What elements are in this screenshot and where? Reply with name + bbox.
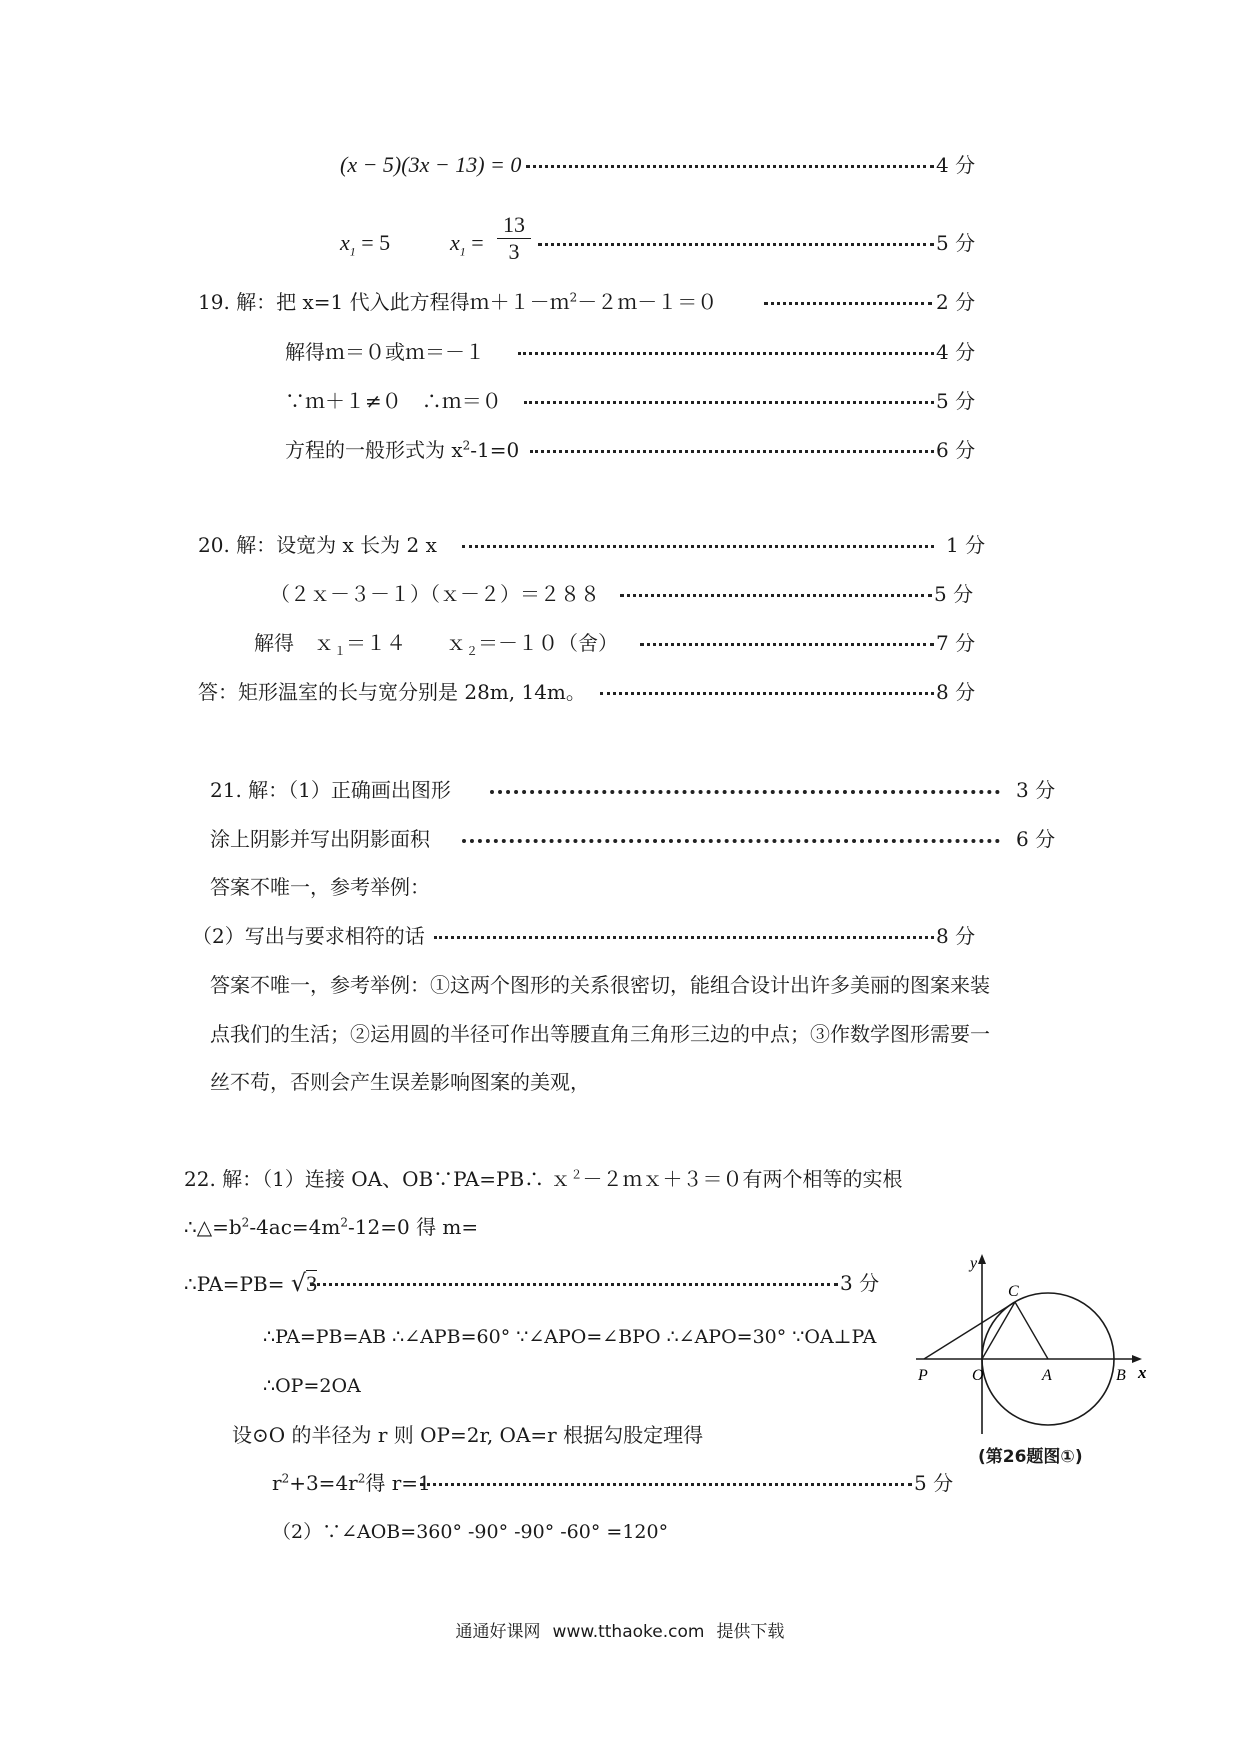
figure-caption: (第26题图①): [978, 1447, 1083, 1467]
label-x: x: [1138, 1363, 1147, 1382]
q21-example-2: 点我们的生活；②运用圆的半径可作出等腰直角三角形三边的中点；③作数学图形需要一: [210, 1022, 990, 1046]
dot-leader: [490, 790, 1000, 794]
root-x1-a: $x_1 = 5$: [340, 230, 391, 259]
q20-answer: 答：矩形温室的长与宽分别是 28m, 14m。: [198, 680, 586, 704]
dot-leader: [434, 936, 934, 939]
dot-leader: [620, 594, 932, 597]
dot-leader: [420, 1483, 912, 1486]
q21-example-3: 丝不苟，否则会产生误差影响图案的美观，: [210, 1070, 590, 1094]
q22-step-b: $\therefore\triangle=b^2-4ac=4m^2-12=0$ 得 m=: [184, 1215, 479, 1239]
dot-leader: [462, 839, 1000, 843]
score-label: 6 分: [936, 438, 976, 462]
page-footer: [0, 1617, 1240, 1642]
label-o: O: [972, 1367, 984, 1384]
dot-leader: [764, 302, 932, 305]
footer-url[interactable]: www.tthaoke.com: [552, 1622, 705, 1642]
y-axis-arrow-icon: [978, 1254, 986, 1264]
dot-leader: [310, 1283, 838, 1286]
dot-leader: [530, 450, 934, 453]
q22-step-f: 设⊙O 的半径为 r 则 OP=2r, OA=r 根据勾股定理得: [232, 1423, 704, 1447]
score-label: 5 分: [934, 582, 974, 606]
score-label: 4 分: [936, 153, 976, 177]
q19-step-c: ∵ｍ＋１≠０ ∴ｍ＝０: [285, 389, 502, 413]
dot-leader: [538, 243, 934, 246]
q20-step-c: 解得 ｘ$_1$＝１４ ｘ$_2$＝－１０（舍）: [254, 631, 619, 658]
q22-step-e: ∴OP=2OA: [263, 1375, 361, 1397]
equation-factored: (x − 5)(3x − 13) = 0: [340, 152, 522, 177]
footer-site-name: 通通好课网: [455, 1622, 541, 1642]
root-x1-b: $x_1$ =: [450, 230, 484, 259]
score-label: 5 分: [914, 1471, 954, 1495]
q21-step-b: 涂上阴影并写出阴影面积: [210, 827, 430, 851]
label-a: A: [1042, 1367, 1052, 1384]
dot-leader: [640, 643, 934, 646]
q22-step-c: ∴PA=PB= √3: [184, 1269, 318, 1297]
dot-leader: [518, 352, 934, 355]
score-label: 7 分: [936, 631, 976, 655]
q19-step-a: 19. 解：把 x=1 代入此方程得ｍ＋１－ｍ$^2$－２ｍ－１＝０: [198, 290, 718, 314]
fraction-13-over-3: [497, 212, 531, 265]
score-label: 6 分: [1016, 827, 1056, 851]
label-b: B: [1116, 1367, 1126, 1384]
segment-ca: [1015, 1302, 1048, 1359]
q22-step-h: （2）∵∠AOB=360° -90° -90° -60° =120°: [272, 1521, 669, 1543]
q22-step-d: ∴PA=PB=AB ∴∠APB=60° ∵∠APO=∠BPO ∴∠APO=30° ∵OA⊥PA: [263, 1326, 877, 1348]
score-label: 3 分: [1016, 778, 1056, 802]
q19-step-d: 方程的一般形式为 $x^2-1=0$: [285, 438, 520, 462]
dot-leader: [462, 545, 934, 548]
score-label: 4 分: [936, 340, 976, 364]
fraction-denominator: 3: [508, 239, 520, 264]
fraction-numerator: 13: [497, 212, 531, 239]
label-y: y: [970, 1255, 978, 1272]
dot-leader: [526, 165, 934, 168]
q21-note: 答案不唯一，参考举例：: [210, 875, 430, 899]
label-p: P: [918, 1367, 928, 1384]
q21-step-a: 21. 解：（1）正确画出图形: [210, 778, 451, 802]
q22-step-g: $r^2+3=4r^2$得 r=1: [272, 1471, 431, 1495]
label-c: C: [1008, 1283, 1019, 1300]
q19-step-b: 解得ｍ＝０或ｍ＝－１: [285, 340, 485, 364]
geometry-figure: [910, 1250, 1150, 1440]
footer-note: 提供下载: [716, 1622, 785, 1642]
x-axis-arrow-icon: [1132, 1355, 1142, 1363]
score-label: 8 分: [936, 680, 976, 704]
segment-oc: [982, 1302, 1015, 1359]
score-label: 2 分: [936, 290, 976, 314]
q20-step-a: 20. 解：设宽为 x 长为 2 x: [198, 533, 437, 557]
tangent-pc: [924, 1302, 1015, 1359]
score-label: 5 分: [936, 231, 976, 255]
dot-leader: [600, 692, 934, 695]
q20-step-b: （２ｘ－３－１）（ｘ－２）＝２８８: [270, 582, 600, 606]
q22-step-a: 22. 解：（1）连接 OA、OB∵PA=PB∴ ｘ$^2$－２ｍｘ＋３＝０有两个相等的实根: [184, 1167, 903, 1191]
score-label: 3 分: [840, 1271, 880, 1295]
dot-leader: [524, 401, 934, 404]
q21-step-d: （2）写出与要求相符的话: [192, 924, 425, 948]
score-label: 8 分: [936, 924, 976, 948]
score-label: 1 分: [946, 533, 986, 557]
q21-example-1: 答案不唯一，参考举例：①这两个图形的关系很密切，能组合设计出许多美丽的图案来装: [210, 973, 990, 997]
score-label: 5 分: [936, 389, 976, 413]
